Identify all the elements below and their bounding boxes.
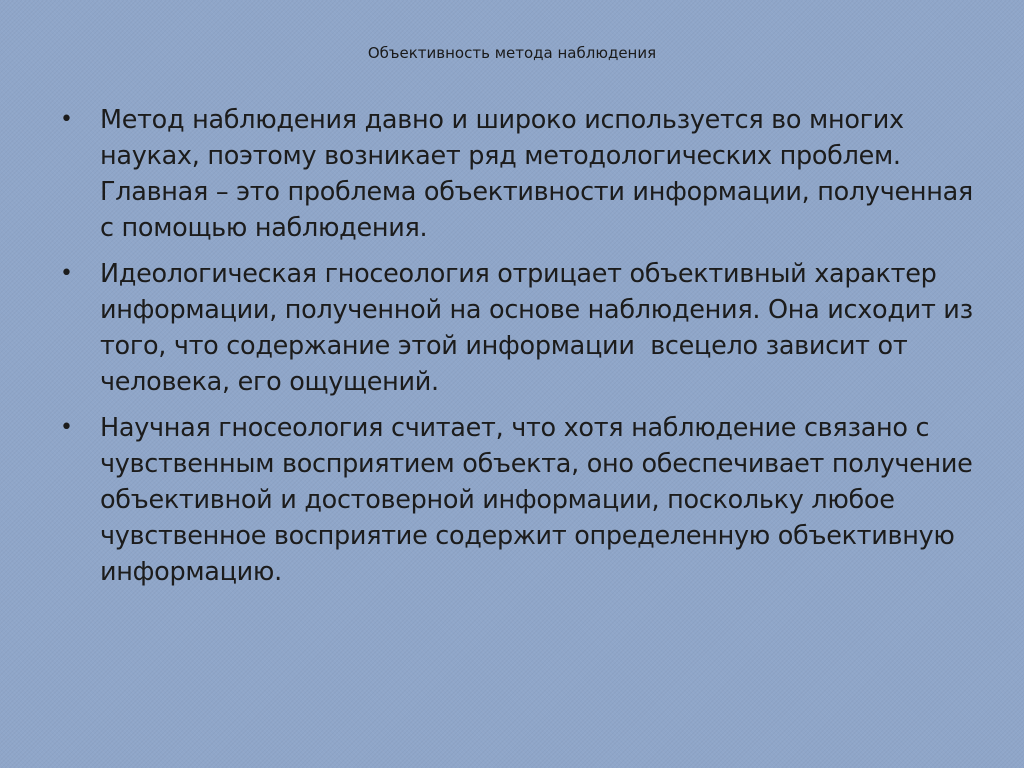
bullet-list — [60, 102, 980, 600]
bullet-item-3 — [60, 410, 980, 590]
bullet-text-1: Метод наблюдения давно и широко используется во многих науках, поэтому возникает ряд методологических проблем. Главная – это проблема объективности информации, полученная с помощью наблюдения. — [100, 105, 981, 243]
slide-title: Объективность метода наблюдения — [367, 44, 657, 62]
bullet-dot-icon: • — [60, 261, 73, 286]
bullet-text-2: Идеологическая гносеология отрицает объективный характер информации, полученной на основе наблюдения. Она исходит из того, что содержание этой информации всецело зависит от человека, его ощущений. — [100, 259, 981, 397]
bullet-text-3: Научная гносеология считает, что хотя наблюдение связано с чувственным восприятием объекта, оно обеспечивает получение объективной и достоверной информации, поскольку любое чувственное восприятие содержит определенную объективную информацию. — [100, 413, 981, 587]
bullet-dot-icon: • — [60, 415, 73, 440]
bullet-item-1 — [60, 102, 980, 246]
bullet-dot-icon: • — [60, 107, 73, 132]
bullet-item-2 — [60, 256, 980, 400]
